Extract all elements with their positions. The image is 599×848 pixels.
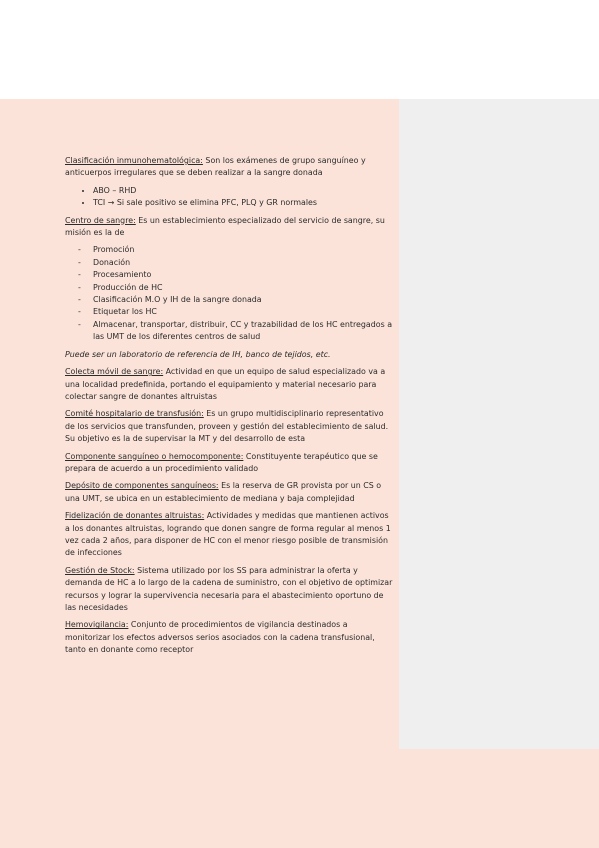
entry-text: Actividades y medidas que mantienen activos a los donantes altruistas, logrando que donen sangre de forma regular al menos 1 vez cada 2 años, para disponer de HC con el menor riesgo posible de transmisión de infecciones	[65, 511, 391, 558]
list-item: • TCI → Si sale positivo se elimina PFC, PLQ y GR normales	[93, 197, 395, 209]
note: Puede ser un laboratorio de referencia de IH, banco de tejidos, etc.	[65, 349, 331, 359]
document-body	[65, 155, 395, 662]
entry-centro-sangre	[65, 215, 395, 240]
entry-hemovigilancia	[65, 619, 395, 656]
entry-term: Colecta móvil de sangre:	[65, 367, 164, 377]
entry-comite	[65, 408, 395, 445]
entry-term: Comité hospitalario de transfusión:	[65, 409, 204, 419]
entry-term: Fidelización de donantes altruistas:	[65, 511, 205, 521]
entry-text: Es la reserva de GR provista por un CS o una UMT, se ubica en un establecimiento de mediana y baja complejidad	[65, 481, 382, 503]
list-item: - Donación	[65, 257, 395, 269]
entry-text: Sistema utilizado por los SS para administrar la oferta y demanda de HC a lo largo de la cadena de suministro, con el objetivo de optimizar recursos y lograr la supervivencia necesaria para el abastecimiento oportuno de las necesidades	[65, 565, 393, 612]
list-item: • ABO – RHD	[93, 185, 395, 197]
entry-text: Constituyente terapéutico que se prepara de acuerdo a un procedimiento validado	[65, 451, 378, 473]
list-item: - Etiquetar los HC	[65, 306, 395, 318]
entry-text: Conjunto de procedimientos de vigilancia destinados a monitorizar los efectos adversos serios asociados con la cadena transfusional, tanto en donante como receptor	[65, 620, 375, 655]
list-item: - Almacenar, transportar, distribuir, CC y trazabilidad de los HC entregados a las UMT de los diferentes centros de salud	[65, 319, 395, 344]
list-item: - Clasificación M.O y IH de la sangre donada	[65, 294, 395, 306]
entry-componente	[65, 451, 395, 476]
entry-text: Es un grupo multidisciplinario representativo de los servicios que transfunden, proveen y gestión del establecimiento de salud. Su objetivo es la de supervisar la MT y del desarrollo de esta	[65, 409, 389, 444]
entry-term: Gestión de Stock:	[65, 565, 135, 575]
bullet-list	[65, 185, 395, 210]
list-item: - Promoción	[65, 244, 395, 256]
dash-list	[65, 244, 395, 343]
entry-text: Es un establecimiento especializado del servicio de sangre, su misión es la de	[65, 215, 385, 238]
entry-fidelizacion	[65, 510, 395, 560]
entry-gestion-stock	[65, 565, 395, 615]
entry-term: Centro de sangre:	[65, 215, 136, 225]
side-panel	[399, 99, 599, 749]
list-item: - Producción de HC	[65, 282, 395, 294]
entry-text: Actividad en que un equipo de salud especializado va a una localidad predefinida, portando el equipamiento y material necesario para colectar sangre de donantes altruistas	[65, 367, 386, 401]
list-item: - Procesamiento	[65, 269, 395, 281]
entry-colecta-movil	[65, 366, 395, 403]
entry-term: Hemovigilancia:	[65, 620, 129, 630]
entry-deposito	[65, 480, 395, 505]
entry-clasificacion	[65, 155, 395, 180]
entry-term: Depósito de componentes sanguíneos:	[65, 481, 219, 491]
entry-term: Componente sanguíneo o hemocomponente:	[65, 451, 244, 461]
entry-term: Clasificación inmunohematológica:	[65, 156, 203, 165]
entry-text: Son los exámenes de grupo sanguíneo y anticuerpos irregulares que se deben realizar a la sangre donada	[65, 156, 366, 178]
